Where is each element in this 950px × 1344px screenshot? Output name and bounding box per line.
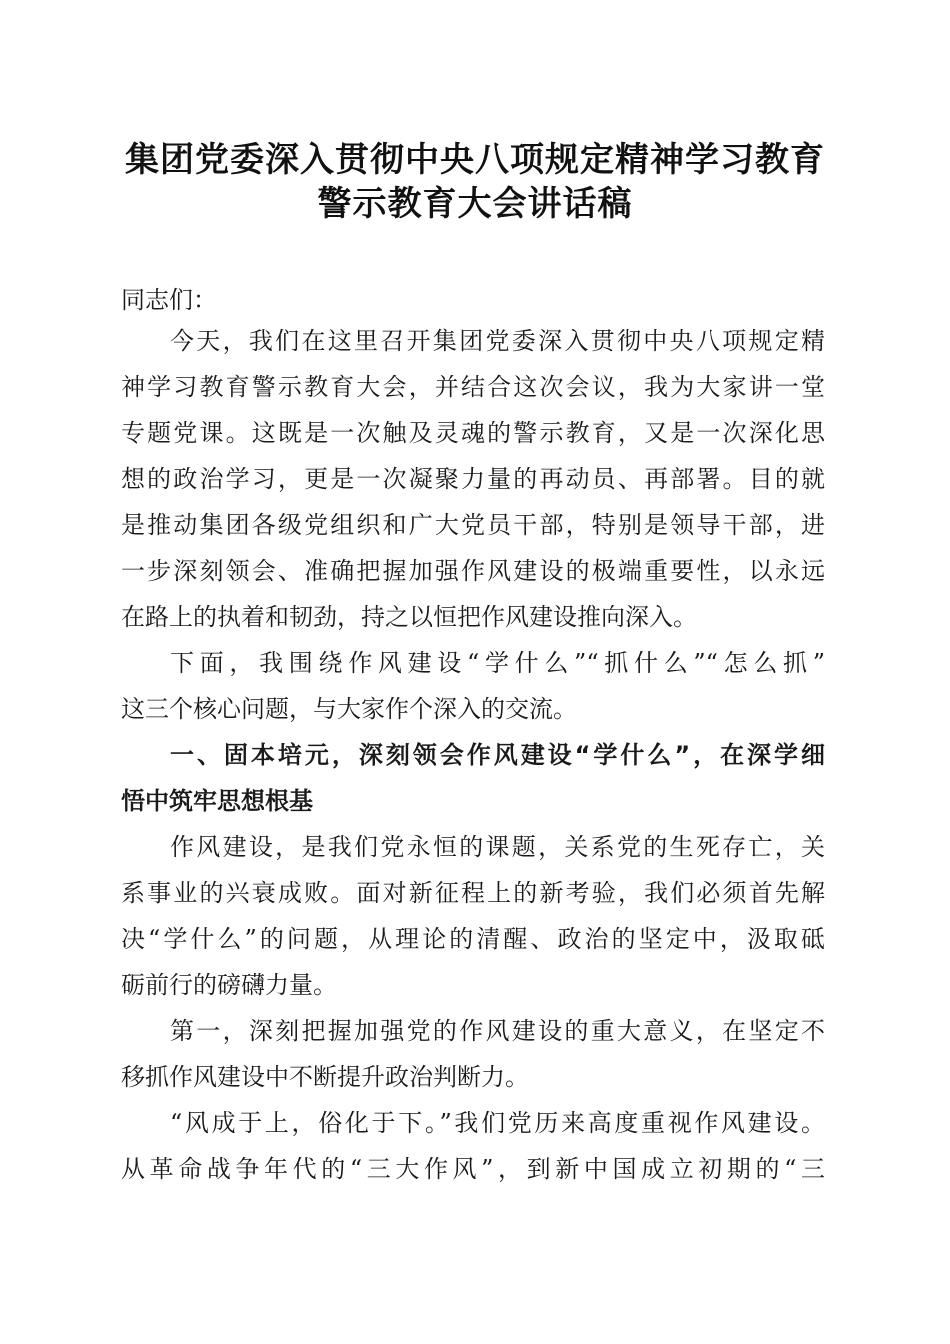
section-heading: 悟中筑牢思想根基 xyxy=(121,787,313,815)
paragraph-line: 移抓作风建设中不断提升政治判断力。 xyxy=(121,1063,529,1091)
paragraph-line: 决“学什么”的问题，从理论的清醒、政治的坚定中，汲取砥 xyxy=(121,925,825,953)
paragraph-line: 在路上的执着和韧劲，持之以恒把作风建设推向深入。 xyxy=(121,603,697,631)
paragraph-line: 第一，深刻把握加强党的作风建设的重大意义，在坚定不 xyxy=(170,1017,825,1045)
paragraph-line: 这三个核心问题，与大家作个深入的交流。 xyxy=(121,695,577,723)
paragraph-line: 从革命战争年代的“三大作风”，到新中国成立初期的“三 xyxy=(121,1155,825,1183)
salutation: 同志们： xyxy=(121,286,217,314)
paragraph-line: 砺前行的磅礴力量。 xyxy=(121,971,337,999)
document-title-line-2: 警示教育大会讲话稿 xyxy=(317,184,633,224)
document-title-line-1: 集团党委深入贯彻中央八项规定精神学习教育 xyxy=(125,140,825,180)
paragraph-line: 系事业的兴衰成败。面对新征程上的新考验，我们必须首先解 xyxy=(121,879,825,907)
paragraph-line: 下面，我围绕作风建设“学什么”“抓什么”“怎么抓” xyxy=(170,649,825,677)
paragraph-line: 一步深刻领会、准确把握加强作风建设的极端重要性，以永远 xyxy=(121,557,825,585)
paragraph-line: 是推动集团各级党组织和广大党员干部，特别是领导干部，进 xyxy=(121,511,825,539)
paragraph-line: 今天，我们在这里召开集团党委深入贯彻中央八项规定精 xyxy=(170,327,825,355)
paragraph-line: 神学习教育警示教育大会，并结合这次会议，我为大家讲一堂 xyxy=(121,373,825,401)
paragraph-line: 专题党课。这既是一次触及灵魂的警示教育，又是一次深化思 xyxy=(121,419,825,447)
paragraph-line: “风成于上，俗化于下。”我们党历来高度重视作风建设。 xyxy=(170,1109,825,1137)
paragraph-line: 想的政治学习，更是一次凝聚力量的再动员、再部署。目的就 xyxy=(121,465,825,493)
section-heading: 一、固本培元，深刻领会作风建设“学什么”，在深学细 xyxy=(170,741,825,769)
paragraph-line: 作风建设，是我们党永恒的课题，关系党的生死存亡，关 xyxy=(170,833,825,861)
